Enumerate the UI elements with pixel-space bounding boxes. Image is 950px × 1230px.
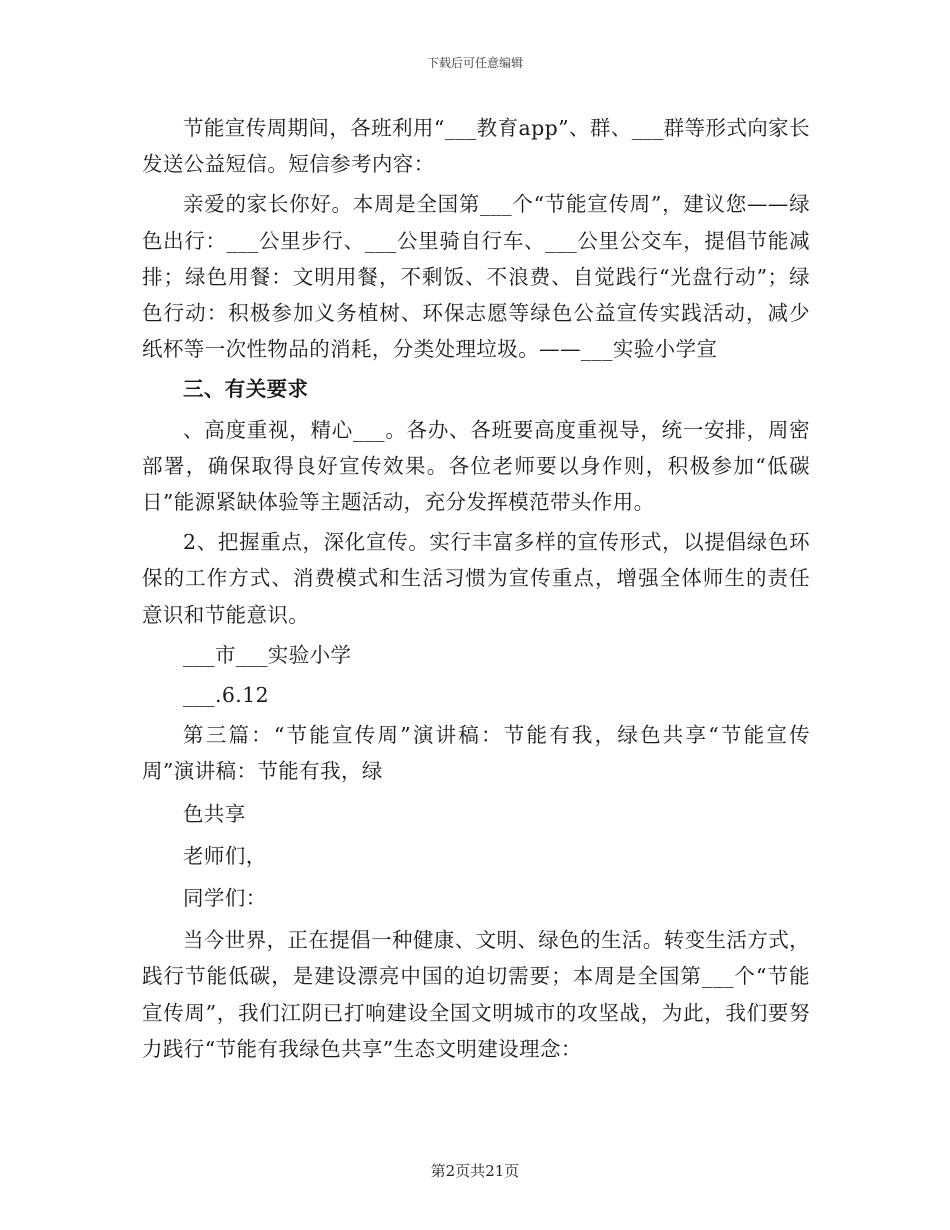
page-header: 下载后可任意编辑	[426, 56, 523, 70]
signature-school: ___市___实验小学	[183, 642, 352, 667]
document-body	[142, 110, 810, 1067]
page-footer: 第2页共21页	[430, 1162, 520, 1180]
signature-date: ___.6.12	[183, 683, 270, 708]
greeting-students: 同学们：	[183, 886, 267, 911]
paragraph-speech-body: 当今世界，正在提倡一种健康、文明、绿色的生活。转变生活方式，践行节能低碳，是建设漂亮中国的迫切需要；本周是全国第___个“节能宣传周”，我们江阴已打响建设全国文明城市的攻坚战，为此，我们要努力践行“节能有我绿色共享”生态文明建设理念：	[142, 928, 810, 1061]
paragraph-sms-content: 亲爱的家长你好。本周是全国第___个“节能宣传周”，建议您——绿色出行：___公里步行、___公里骑自行车、___公里公交车，提倡节能减排；绿色用餐：文明用餐，不剩饭、不浪费、自觉践行“光盘行动”；绿色行动：积极参加义务植树、环保志愿等绿色公益宣传实践活动，减少纸杯等一次性物品的消耗，分类处理垃圾。——___实验小学宣	[142, 192, 810, 362]
paragraph-sms-intro: 节能宣传周期间，各班利用“___教育app”、群、___群等形式向家长发送公益短信。短信参考内容：	[142, 116, 810, 177]
article-title: 第三篇：“节能宣传周”演讲稿：节能有我，绿色共享“节能宣传周”演讲稿：节能有我，绿	[142, 723, 810, 784]
greeting-teachers: 老师们，	[183, 843, 267, 868]
article-title-continued: 色共享	[183, 801, 246, 826]
paragraph-requirement-1: 、高度重视，精心___。各办、各班要高度重视导，统一安排，周密部署，确保取得良好宣传效果。各位老师要以身作则，积极参加“低碳日”能源紧缺体验等主题活动，充分发挥模范带头作用。	[142, 417, 810, 515]
section-heading-requirements: 三、有关要求	[183, 377, 309, 402]
paragraph-requirement-2: 2、把握重点，深化宣传。实行丰富多样的宣传形式，以提倡绿色环保的工作方式、消费模式和生活习惯为宣传重点，增强全体师生的责任意识和节能意识。	[142, 530, 810, 627]
